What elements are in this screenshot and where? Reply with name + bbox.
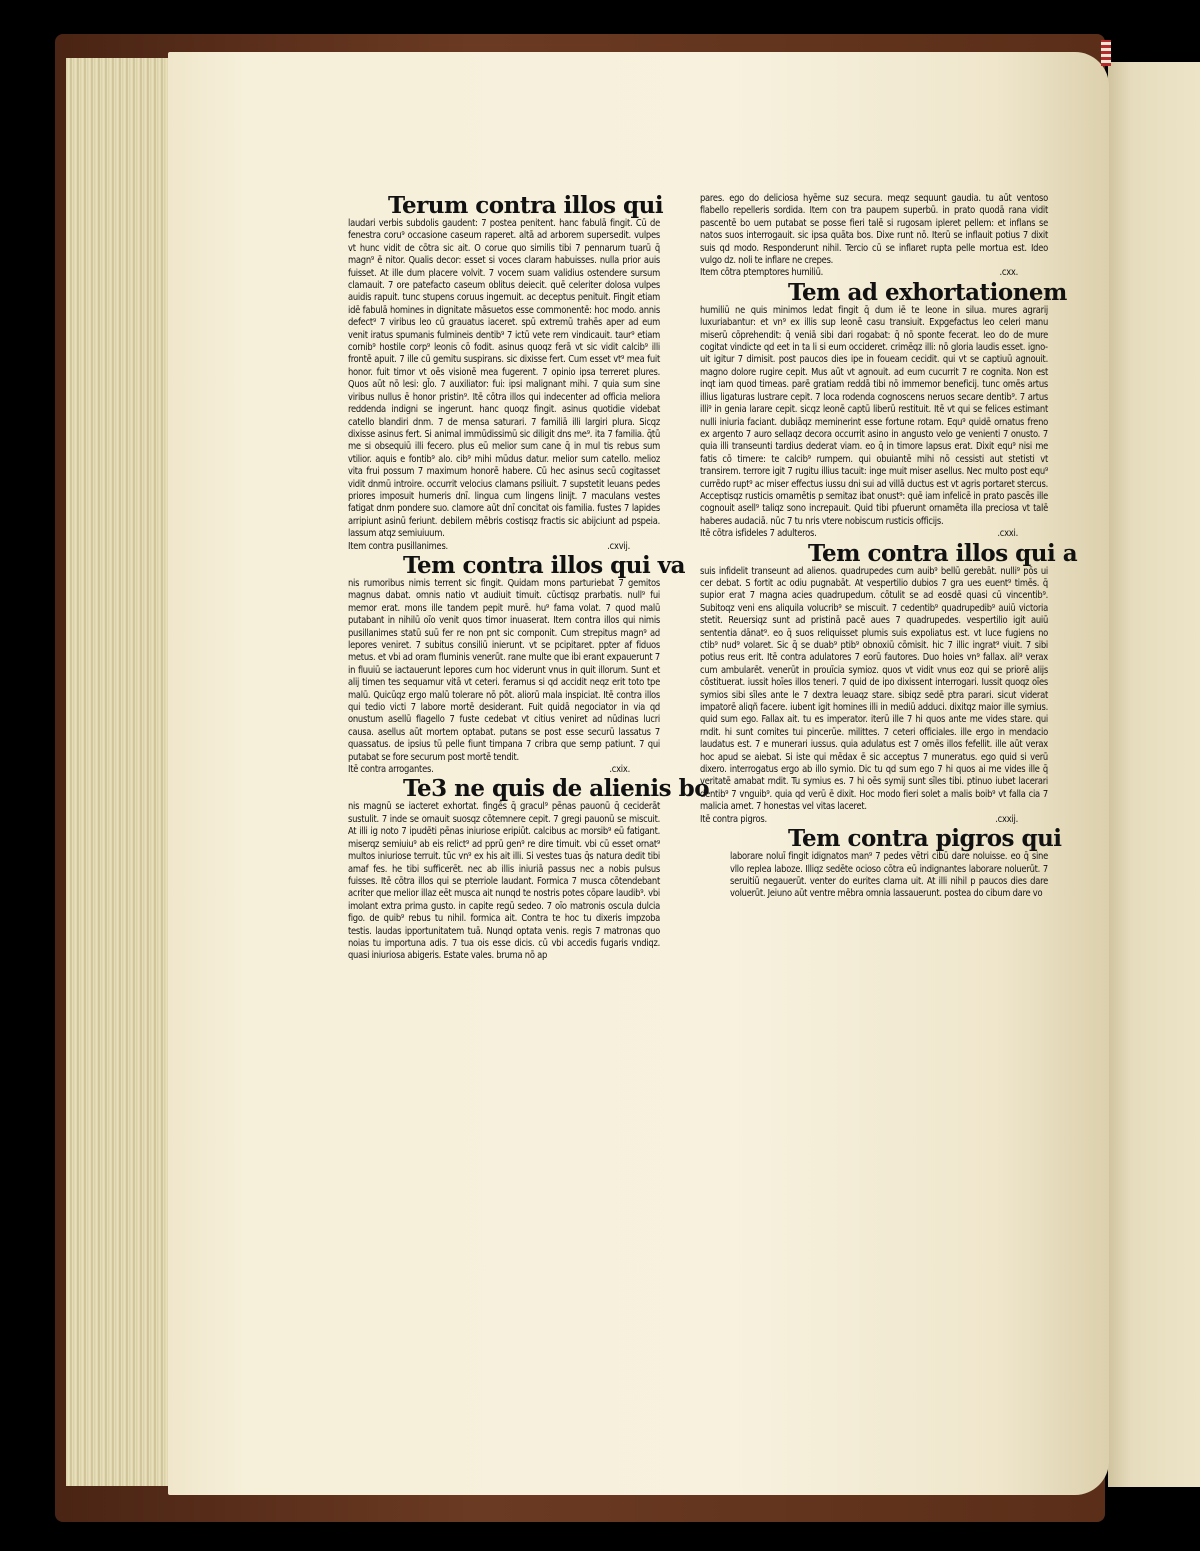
reference-number: .cxix. xyxy=(609,764,630,776)
reference-label: Itē cōtra isfideles 7 adulteros. xyxy=(700,528,817,540)
section-heading: Tem contra illos qui a xyxy=(808,539,1078,567)
reference-label: Itē contra pigros. xyxy=(700,813,767,825)
section-heading: Terum contra illos qui xyxy=(388,192,664,219)
text-column-left xyxy=(348,192,710,963)
reference-label: Item cōtra ptemptores humiliū. xyxy=(700,267,824,279)
fable-text: nis rumoribus nimis terrent sic fingit. Quidam mons parturiebat 7 gemitos magnus dabat. omnis natio vt audiuit timuit. cūctisqz prarbatis. null⁹ fui memor erat. mons ille tandem pepit murē. hu⁹ fama volat. 7 quod malū putabant in nihilū oīo venit quos timor inuaserat. Item contra illos qui nimis pusillanimes statū suū fer re non pnt sic componit. Cum strepitus magn⁹ ad lepores veniret. 7 subitus consiliū inierunt. vt se pcipitaret. ppter af fiduos metus. et vbi ad oram fluminis venerūt. rane multe que ibi erant expauerunt 7 in fluuiū se iactauerunt lepores cum hoc viderunt vnus in quit illorum. Sunt et alij timen tes sequamur vitā vt ceteri. feramus si qd accidit neqz erit toto tpe malū. Quicūqz ergo malū tolerare nō pōt. aliorū mala inspiciat. Itē contra illos qui tedio victi 7 labore mortē desiderant. Fuit quidā negociator in via qd onustum asellū flagello 7 fuste cedebat vt citius veniret ad nūdinas lucri causa. asellus aūt mortem optabat. putans se post esse securū lassatus 7 quassatus. de ipsius tū pelle fiunt timpana 7 cribra que semp patiunt. 7 qui putabat se fore securum post mortē tendit. xyxy=(348,577,660,763)
text-column-right xyxy=(700,193,1078,901)
reference-number: .cxxi. xyxy=(997,528,1018,540)
fable-reference xyxy=(700,267,1048,279)
fable-reference xyxy=(700,528,1048,540)
reference-number: .cxxij. xyxy=(995,813,1018,825)
fable-text: humiliū ne quis minimos ledat fingit q̄ dum iē te leone in silua. mures agrarij luxuriabantur: et vn⁹ ex illis sup leonē casu transiuit. Expgefactus leo celeri manu miserū cōprehendit: q̄ veniā sibi dari rogabat: q̄ nō sponte fecerat. leo do de mure cogitat vindicte qd eet in ta li si eum occideret. crimēqz illi: nō gloria laudis esset. ignouit igitur 7 dimisit. post paucos dies ipe in foueam cecidit. qui vt se captiuū agnouit. magno dolore rugire cepit. Mus aūt vt agnouit. ad eum cucurrit 7 re cognita. Non est inqt iam quod timeas. parē gratiam reddā tibi nō immemor beneficij. tunc omēs artus illius ligaturas lustrare cepit. 7 loca rodenda cognoscens neruos secare dentib⁹. 7 artus illi⁹ in genia larare cepit. sicqz leonē captū liberū restituit. Itē vt qui se felices estimant nulli iniuria faciant. dubiāqz meminerint esse fortune rotam. Equ⁹ quidē ornatus freno ex argento 7 auro sellaqz decora occurrit asino in angusto velo ge venienti 7 onusto. 7 quia illi transeunti tardius dederat viam. eo q̄ in timore lapsus erat. Dixit equ⁹ nisi me fatis cō timere: te calcib⁹ rumpem. qui obuiantē mihi nō cessisti aut stetisti vt transirem. terrore igit 7 rugitu illius tacuit: inge muit miser asellus. Nec multo post equ⁹ currēdo rupt⁹ ac miser effectus iussu dni sui ad villā ductus est vt agris portaret stercus. Acceptisqz rusticis ornamētis p semitaz ibat onust⁹: quē iam infelicē in prato pascēs ille cognouit asell⁹ taliqz sono increpauit. Quid tibi pfuerunt ornamēta illa preciosa vt talē haberes audaciā. nūc 7 tu nris vtere nobiscum rusticis officijs. xyxy=(700,304,1048,527)
section-heading: Tem ad exhortationem xyxy=(788,278,1067,306)
fable-text: pares. ego do deliciosa hyēme suz secura. meqz sequunt gaudia. tu aūt ventoso flabello repelleris sordida. Item con tra paupem superbū. in prato quodā rana vidit pascentē bo uem putabat se posse fieri talē si rugosam ipleret pellem: et inflans se natos suos interrogauit. sic ipsa quāta bos. Dixe runt nō. Iterū se inflauit potius 7 dixit suis qd modo. Responderunt nihil. Tercio cū se inflaret rupta pelle mortua est. Ideo vulgo dz. noli te inflare ne crepes. xyxy=(700,193,1048,267)
fable-text: suis infidelit transeunt ad alienos. quadrupedes cum auib⁹ bellū gerebāt. nulli⁹ pōs ui cer debat. S fortit ac odiu pugnabāt. At vespertilio dubios 7 gra ues euent⁹ timēs. q̄ supior erat 7 magna acies quadrupedum. cōtulit se ad eosdē quasi cū vincentib⁹. Subitoqz veni ens aliquila volucrib⁹ se miscuit. 7 cedentib⁹ quadrupedib⁹ auiū victoria stetit. Reuersiqz sunt ad pristinā pacē aues 7 quadrupedes. vespertilio igit auiū sententia dānat⁹. eo q̄ suos reliquisset plumis suis expoliatus est. vt luce fugiens no ctib⁹ nud⁹ volaret. Sic q̄ se duab⁹ ptib⁹ obnoxiū cōmisit. hic 7 illic ingrat⁹ viuit. 7 sibi potius reus erit. Itē contra adulatores 7 eorū fautores. Duo hoies vn⁹ fallax. ali⁹ verax cum ambularēt. venerūt in prouīcia symioz. quos vt vidit vnus eoz qui se priorē alijs cōstituerat. iussit hoīes illos teneri. 7 quid de ipo dixissent interrogari. Iussit quoqz oīes symios sibi sīles ante le 7 dextra leuaqz stare. sibiqz sedē ptra parari. sicut viderat impatorē aliqñ facere. iubent igit homines illi in mediū adduci. dixitqz maior ille symius. quid sum ego. Fallax ait. tu es imperator. iterū ille 7 hi quos ante me vides stare. qui rndit. hi sunt comites tui pincerūe. milittes. 7 ceteri officiales. ille ergo in mendacio laudatus est. 7 e munerari iussus. quia adulatus est 7 omēs illos fefellit. ille aūt verax hoc apud se aiebat. Si iste qui mēdax ē sic acceptus 7 muneratus. ego quid si verū dixero. interrogatus ergo ab illo symio. Dic tu qd sum ego 7 hi quos ai me vides ille q̄ veritatē amabat rndit. Tu symius es. 7 hi oēs symij sunt sīles tibi. ptinuo iubet lacerari dentib⁹ 7 vnguib⁹. quia qd verū ē dixit. Hoc modo fieri solet a malis boib⁹ vt falla cia 7 malicia amet. 7 honestas vel vitas laceret. xyxy=(700,565,1048,813)
section-heading: Tem contra pigros qui xyxy=(788,825,1062,853)
reference-number: .cxx. xyxy=(999,267,1018,279)
section-heading: Tem contra illos qui va xyxy=(403,551,685,579)
reference-label: Itē contra arrogantes. xyxy=(348,764,434,776)
reference-number: .cxvij. xyxy=(607,540,630,552)
facing-page xyxy=(1108,62,1200,1487)
reference-label: Item contra pusillanimes. xyxy=(348,540,448,552)
fable-text: laborare noluī fingit idignatos man⁹ 7 pedes vētri cibū dare noluisse. eo q̄ sine vllo replea laboze. Illiqz sedēte ocioso cōtra eū indignantes laborare noluerūt. 7 seruitiū negauerūt. venter do eurites clama uit. At illi nihil p paucos dies dare voluerūt. Jeiuno aūt ventre mēbra omnia lassauerunt. postea do cibum dare vo xyxy=(730,851,1048,900)
fable-text: laudari verbis subdolis gaudent: 7 postea penitent. hanc fabulā fingit. Cū de fenestra coru⁹ occasione caseum raperet. altā ad arborem supersedit. vulpes vt hunc vidit de cōtra sic ait. O corue quo similis tibi 7 pennarum tuarū q̄ magn⁹ ē nitor. Qualis decor: esset si voces claram habuisses. nulla prior auis fuisset. At ille dum placere volvit. 7 vocem suam validius ostendere sursum clamauit. 7 ore patefacto caseum oblitus deiecit. quē celeriter dolosa vulpes auidis rapuit. tunc stupens coruus ingemuit. ac deceptus penituit. Fingit etiam idē fabulā homines in dignitate māsuetos esse commonentē: hoc modo. annis defect⁹ 7 viribus leo cū grauatus iaceret. spū extremū trahēs aper ad eum venit iratus spumanis fulmineis dentib⁹ 7 ictū vete rem vindicauit. taur⁹ etiam cornib⁹ hostile corp⁹ leonis cō fodit. asinus quoqz ferā vt sic vidit calcib⁹ illi frontē apuit. 7 ille cū gemitu suspirans. sic dixisse fert. Cum esset vt⁹ mea fuit honor. fuit timor vt oēs visionē mea fugerent. 7 opinio ipsa terreret plures. Quos aūt nō lesi: gl̄o. 7 auxiliator: fui: ipsi malignant mihi. 7 quia sum sine viribus nullus ē honor pristin⁹. Itē cōtra illos qui indecenter ad officia meliora reddenda indigni se ingerunt. hanc quoqz fingit. asinus quotidie videbat catello blandiri dnm. 7 de mensa saturari. 7 familiā illi largiri plura. Sicqz dixisse asinus fert. Si animal immūdissimū sic diligit dns me⁹. ita 7 familia. q̄tū me si obsequiū illi fecero. plus eū melior sum cane q̄ in mul tis rebus sum vtilior. aquis e fontib⁹ alo. cib⁹ mihi mūdus datur. melior sum catello. melioz vita frui possum 7 maximum honorē habere. Cū hec asinus secū cogitasset vidit dnmū introire. occurrit velocius clamans psiliuit. 7 supstetit leuans pedes priores imposuit humeris dnī. lingua cum lingens linijt. 7 maculans vestes fatigat dnm pondere suo. clamore aūt dnī concitat ois familia. fustes 7 lapides arripiunt asinū feriunt. debilem mēbris costisqz fractis sic abijciunt ad pspeia. lassum atqz semiuiuum. xyxy=(348,218,660,540)
page-edges xyxy=(66,58,171,1486)
headband xyxy=(1101,40,1111,66)
section-heading: Te3 ne quis de alienis bo xyxy=(403,775,710,803)
fable-text: nis magnū se iacteret exhortat. fingēs q̄ gracul⁹ pēnas pauonū q̄ ceciderāt sustulit. 7 inde se ornauit suosqz cōtemnere cepit. 7 gregi pauonū se miscuit. At illi ig noto 7 ipudēti pēnas iniuriose eripiūt. calcibus ac morsib⁹ eū fatigant. miserqz semiuiu⁹ ab eis relict⁹ ad pprū gen⁹ re dire timuit. vbi cū esset ornat⁹ multos iniuriose terruit. tūc vn⁹ ex his ait illi. Si vestes tuas q̄s natura dedit tibi amaf fes. he tibi sufficerēt. nec ab illis iniuriā passus nec a nobis pulsus fuisses. Itē cōtra illos qui se pterriole laudant. Formica 7 musca cōtendebant acriter que melior illaz eēt musca ait nunqd te nostris potes cōpare laudib⁹. vbi imolant extra prima gusto. in capite regū sedeo. 7 oīo matronis oscula dulcia figo. de quib⁹ rebus tu nihil. formica ait. Contra te hoc tu dixeris impzoba testis. laudas ipportunitatem tuā. Nunqd optata venis. regis 7 matronas quo noias tu importuna adis. 7 tua ois esse dicis. cū vbi accedis fugaris vndiqz. quasi iniuriosa abigeris. Estate vales. bruma nō ap xyxy=(348,801,660,962)
